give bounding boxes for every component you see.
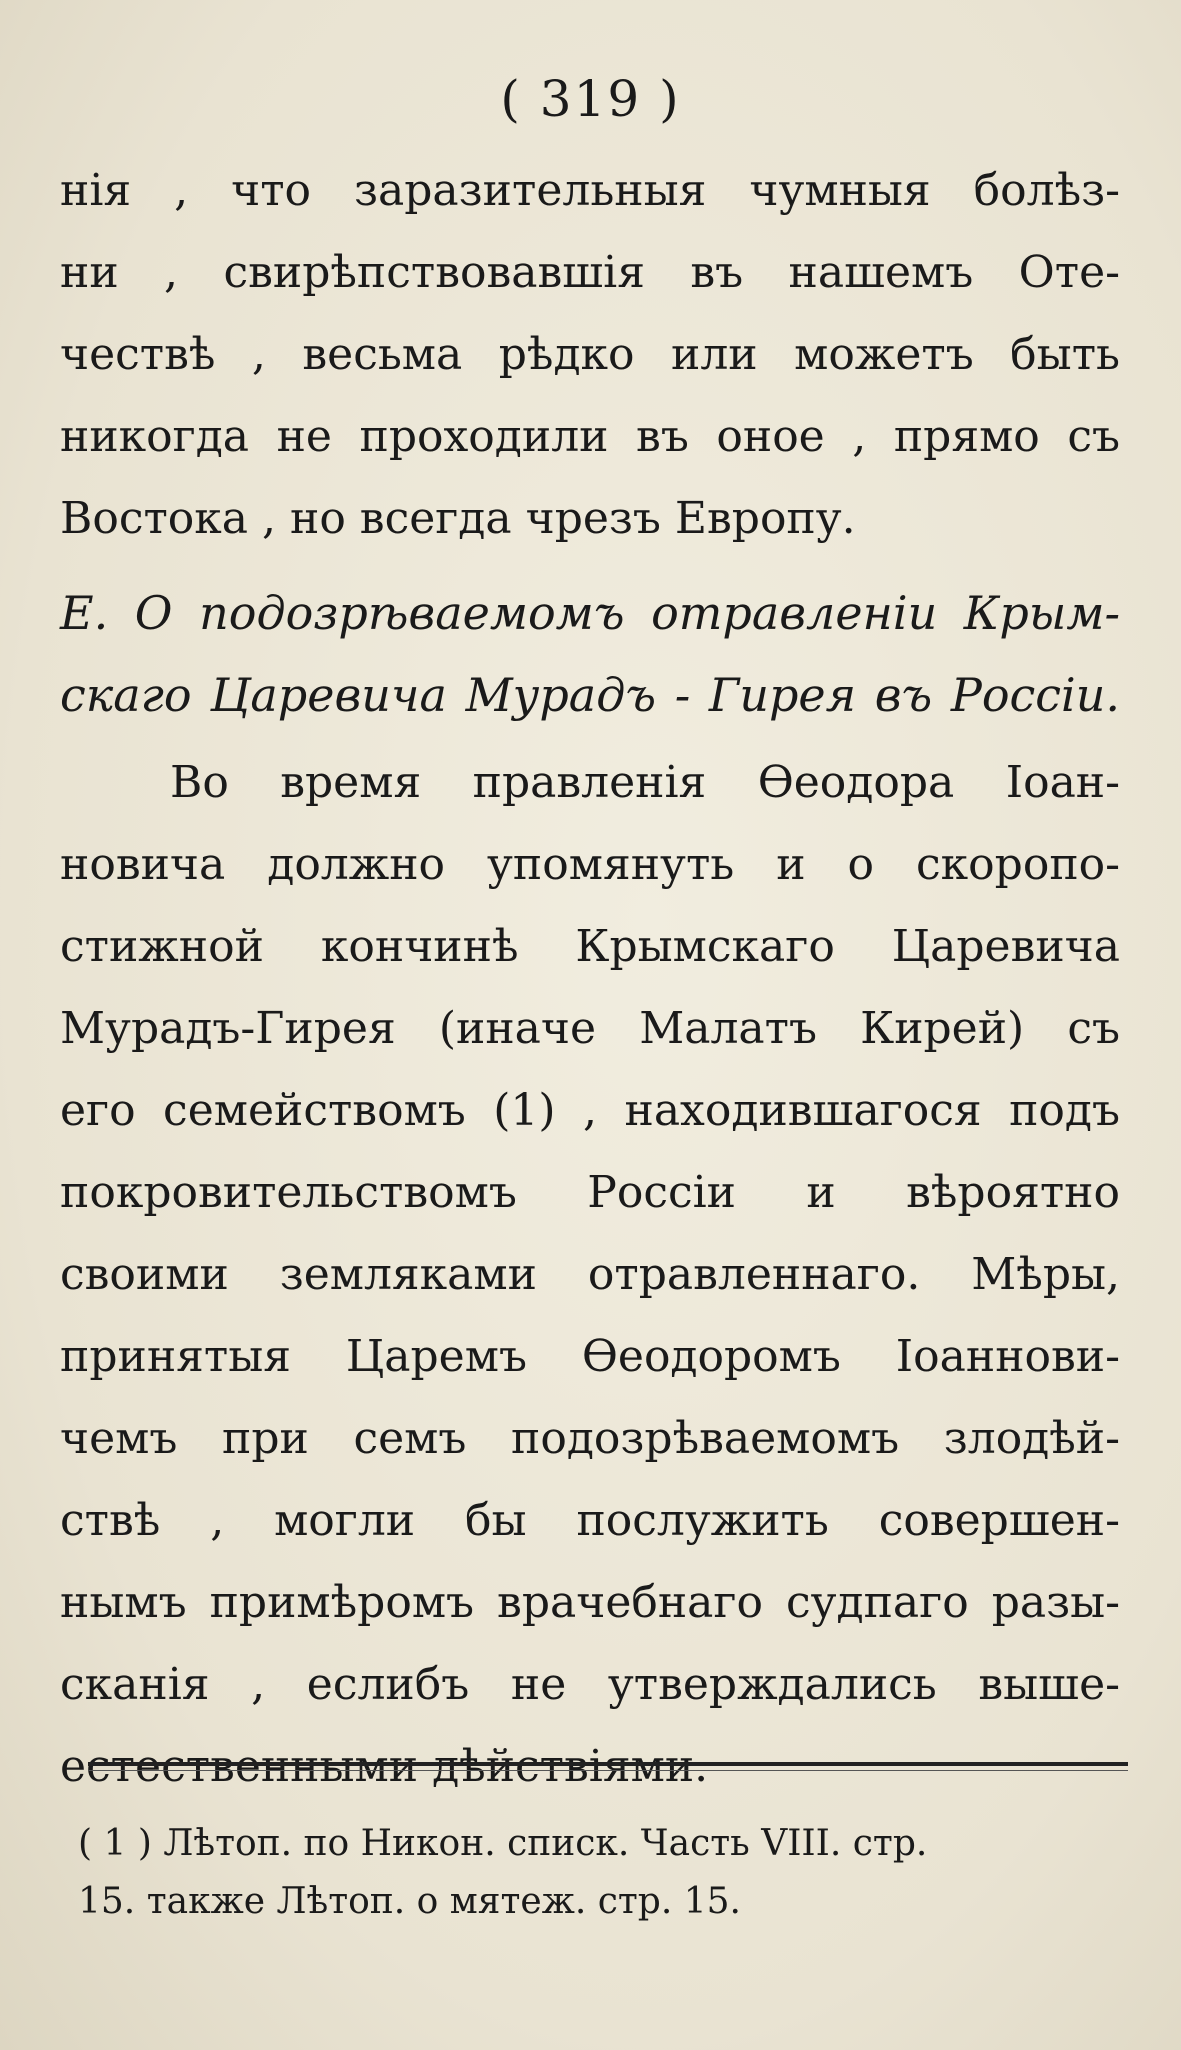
text-line: покровительствомъ Россіи и вѣроятно	[60, 1167, 1120, 1218]
text-line: естественными дѣйствіями.	[60, 1741, 709, 1792]
section-heading	[60, 572, 1120, 736]
text-line: нымъ примѣромъ врачебнаго судпаго разы-	[60, 1577, 1120, 1628]
page-number: ( 319 )	[500, 70, 681, 128]
heading-line: Е. О подозрѣваемомъ отравленіи Крым-	[60, 586, 1120, 640]
text-line: своими земляками отравленнаго. Мѣры,	[60, 1249, 1120, 1300]
text-line: его семействомъ (1) , находившагося подъ	[60, 1085, 1120, 1136]
footnote-rule	[88, 1762, 1128, 1766]
footnote-line: ( 1 ) Лѣтоп. по Никон. списк. Часть VIII. стр.	[78, 1823, 928, 1864]
text-line: Мурадъ-Гирея (иначе Малатъ Кирей) съ	[60, 1003, 1120, 1054]
text-line: Во время правленія Ѳеодора Іоан-	[170, 757, 1120, 808]
text-line: новича должно упомянуть и о скоропо-	[60, 839, 1120, 890]
footnote-line: 15. также Лѣтоп. о мятеж. стр. 15.	[78, 1881, 741, 1922]
text-line: чемъ при семъ подозрѣваемомъ злодѣй-	[60, 1413, 1120, 1464]
text-line: никогда не проходили въ оное , прямо съ	[60, 411, 1120, 462]
text-line: стижной кончинѣ Крымскаго Царевича	[60, 921, 1120, 972]
text-line: ни , свирѣпствовавшія въ нашемъ Оте-	[60, 247, 1120, 298]
text-line: принятыя Царемъ Ѳеодоромъ Іоаннови-	[60, 1331, 1120, 1382]
text-line: сканія , еслибъ не утверждались выше-	[60, 1659, 1120, 1710]
paragraph-1	[60, 150, 1120, 560]
footnote	[78, 1815, 1128, 1931]
text-line: чествѣ , весьма рѣдко или можетъ быть	[60, 329, 1120, 380]
text-line: Востока , но всегда чрезъ Европу.	[60, 493, 856, 544]
heading-line: скаго Царевича Мурадъ - Гирея въ Россіи.	[60, 668, 1120, 722]
paragraph-2	[60, 742, 1120, 1808]
text-line: ствѣ , могли бы послужить совершен-	[60, 1495, 1120, 1546]
text-line: нія , что заразительныя чумныя болѣз-	[60, 165, 1120, 216]
footnote-rule-thin	[88, 1770, 1128, 1771]
